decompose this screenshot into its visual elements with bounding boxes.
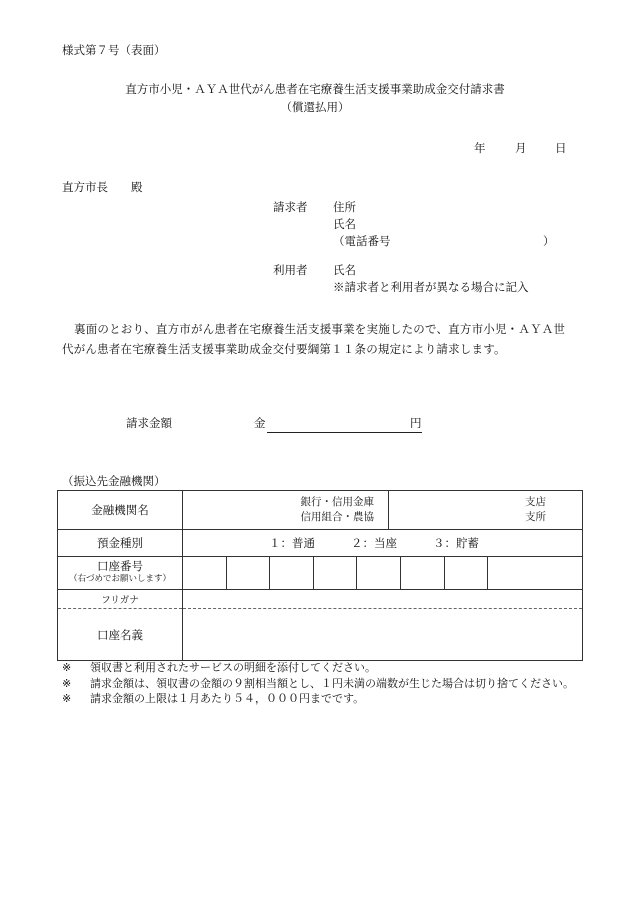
deposit-option-current[interactable]: ２：当座 [351,536,397,550]
page-subtitle: （償還払用） [280,100,350,114]
date-month-label: 月 [515,141,527,155]
deposit-option-savings[interactable]: ３：貯蓄 [433,536,479,550]
account-digit-box[interactable] [401,557,445,589]
user-name-label: 氏名 [333,263,356,277]
account-digit-box[interactable] [314,557,358,589]
deposit-type-options [183,530,583,557]
user-role-label: 利用者 [273,263,308,277]
notes-list [62,660,582,707]
account-name-field[interactable] [183,609,583,661]
bank-types-line2: 信用組合・農協 [300,511,374,523]
account-digit-box[interactable] [183,557,227,589]
account-number-note: （右づめでお願いします） [68,574,171,584]
addressee: 直方市長 殿 [62,180,143,194]
account-number-label-cell [58,557,183,590]
furigana-field[interactable] [183,590,583,609]
bank-types-line1: 銀行・信用金庫 [300,496,374,508]
body-text: 裏面のとおり、直方市がん患者在宅療養生活支援事業を実施したので、直方市小児・ＡＹＡ世代がん患者在宅療養生活支援事業助成金交付要綱第１１条の規定により請求します。 [62,322,566,356]
note-item [62,660,582,676]
date-year-label: 年 [474,141,486,155]
account-digit-box[interactable] [445,557,489,589]
amount-suffix: 円 [410,416,422,430]
amount-field[interactable] [267,432,408,433]
amount-prefix: 金 [254,416,266,430]
account-digit-box[interactable] [357,557,401,589]
deposit-type-label: 預金種別 [58,530,183,557]
claimant-address-label: 住所 [333,200,356,214]
note-text: 領収書と利用されたサービスの明細を添付してください。 [90,661,376,674]
account-number-row [58,557,583,590]
note-item [62,676,582,692]
note-mark: ※ [62,661,72,674]
institution-label: 金融機関名 [58,491,183,530]
account-name-row [58,609,583,661]
date-day-label: 日 [555,141,567,155]
claimant-phone-close: ） [543,234,555,248]
bank-name-field[interactable] [183,491,388,529]
account-number-boxes [183,557,583,590]
institution-cell[interactable] [183,491,583,530]
user-note: ※請求者と利用者が異なる場合に記入 [333,280,529,294]
note-mark: ※ [62,692,72,705]
account-digit-box[interactable] [488,557,582,589]
bank-section-label: （振込先金融機関） [62,474,166,488]
note-text: 請求金額は、領収書の金額の９割相当額とし、１円未満の端数が生じた場合は切り捨てください。 [90,676,574,690]
amount-suffix-underline [408,432,422,433]
note-item [62,691,582,707]
furigana-label: フリガナ [58,590,183,609]
bank-table [57,490,583,661]
claimant-name-label: 氏名 [333,217,356,231]
claimant-phone-label: （電話番号 [333,234,391,248]
note-text: 請求金額の上限は１月あたり５４，０００円までです。 [90,692,365,705]
branch-name-field[interactable] [388,491,582,529]
form-number: 様式第７号（表面） [62,43,166,57]
account-number-label: 口座番号 [97,559,143,573]
claimant-role-label: 請求者 [273,200,308,214]
amount-label: 請求金額 [126,416,172,430]
note-mark: ※ [62,676,72,690]
page-title: 直方市小児・ＡＹＡ世代がん患者在宅療養生活支援事業助成金交付請求書 [125,82,505,96]
deposit-type-row [58,530,583,557]
account-digit-box[interactable] [270,557,314,589]
branch-line1: 支店 [525,496,546,508]
institution-row [58,491,583,530]
furigana-row [58,590,583,609]
deposit-option-ordinary[interactable]: １：普通 [269,536,315,550]
branch-line2: 支所 [525,511,546,523]
account-name-label: 口座名義 [58,609,183,661]
account-digit-box[interactable] [227,557,271,589]
